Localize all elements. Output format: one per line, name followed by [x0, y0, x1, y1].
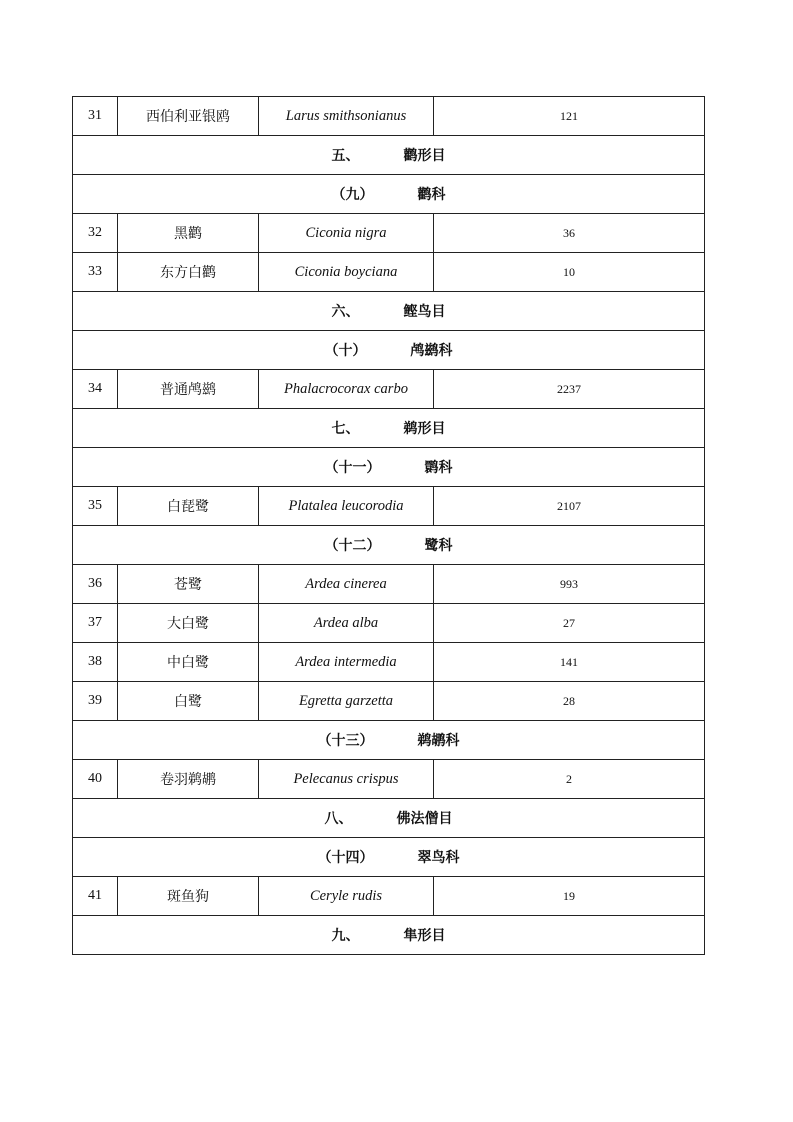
taxon-group-cell — [73, 916, 705, 955]
taxon-group-index: （十四） — [317, 850, 374, 866]
taxon-group-row — [73, 175, 705, 214]
species-number: 38 — [73, 643, 118, 682]
taxon-group-index: （十二） — [324, 538, 381, 554]
species-chinese-name: 西伯利亚银鸥 — [118, 97, 259, 136]
species-number: 36 — [73, 565, 118, 604]
taxon-group-row — [73, 799, 705, 838]
taxon-group-index: （十三） — [317, 733, 374, 749]
taxon-group-cell — [73, 526, 705, 565]
species-count: 121 — [434, 97, 705, 136]
taxon-group-row — [73, 526, 705, 565]
species-number: 34 — [73, 370, 118, 409]
taxon-group-row — [73, 136, 705, 175]
taxon-group-cell — [73, 292, 705, 331]
taxon-group-name: 翠鸟科 — [417, 850, 460, 866]
species-scientific-name: Ardea cinerea — [259, 565, 434, 604]
taxon-group-row — [73, 448, 705, 487]
species-count: 141 — [434, 643, 705, 682]
species-count: 10 — [434, 253, 705, 292]
species-number: 37 — [73, 604, 118, 643]
species-row — [73, 370, 705, 409]
species-chinese-name: 中白鹭 — [118, 643, 259, 682]
species-number: 40 — [73, 760, 118, 799]
species-row — [73, 565, 705, 604]
species-row — [73, 253, 705, 292]
taxon-group-name: 鹮科 — [424, 460, 453, 476]
species-count: 2237 — [434, 370, 705, 409]
species-number: 35 — [73, 487, 118, 526]
taxon-group-cell — [73, 331, 705, 370]
species-row — [73, 643, 705, 682]
species-scientific-name: Platalea leucorodia — [259, 487, 434, 526]
taxon-group-name: 鸬鹚科 — [410, 343, 453, 359]
taxon-group-row — [73, 292, 705, 331]
taxon-group-index: （九） — [331, 187, 374, 203]
taxon-group-row — [73, 331, 705, 370]
taxon-group-cell — [73, 838, 705, 877]
species-scientific-name: Pelecanus crispus — [259, 760, 434, 799]
species-count: 2 — [434, 760, 705, 799]
species-count: 19 — [434, 877, 705, 916]
species-scientific-name: Ardea intermedia — [259, 643, 434, 682]
species-chinese-name: 大白鹭 — [118, 604, 259, 643]
species-chinese-name: 黑鹳 — [118, 214, 259, 253]
taxon-group-index: 七、 — [331, 421, 360, 437]
taxon-group-cell — [73, 799, 705, 838]
species-table — [72, 96, 705, 955]
taxon-group-index: 五、 — [331, 148, 360, 164]
species-chinese-name: 苍鹭 — [118, 565, 259, 604]
taxon-group-index: （十一） — [324, 460, 381, 476]
species-chinese-name: 白琵鹭 — [118, 487, 259, 526]
species-scientific-name: Ciconia nigra — [259, 214, 434, 253]
taxon-group-index: 八、 — [324, 811, 353, 827]
taxon-group-cell — [73, 448, 705, 487]
taxon-group-name: 隼形目 — [403, 928, 446, 944]
taxon-group-name: 鹳形目 — [403, 148, 446, 164]
species-chinese-name: 白鹭 — [118, 682, 259, 721]
species-row — [73, 682, 705, 721]
species-row — [73, 487, 705, 526]
species-row — [73, 877, 705, 916]
taxon-group-name: 佛法僧目 — [396, 811, 453, 827]
species-row — [73, 760, 705, 799]
species-chinese-name: 卷羽鹈鹕 — [118, 760, 259, 799]
species-scientific-name: Phalacrocorax carbo — [259, 370, 434, 409]
species-scientific-name: Ardea alba — [259, 604, 434, 643]
species-count: 2107 — [434, 487, 705, 526]
taxon-group-cell — [73, 409, 705, 448]
taxon-group-index: 九、 — [331, 928, 360, 944]
species-count: 36 — [434, 214, 705, 253]
species-number: 31 — [73, 97, 118, 136]
species-chinese-name: 东方白鹳 — [118, 253, 259, 292]
taxon-group-name: 鹈鹕科 — [417, 733, 460, 749]
species-row — [73, 97, 705, 136]
taxon-group-index: 六、 — [331, 304, 360, 320]
species-scientific-name: Egretta garzetta — [259, 682, 434, 721]
species-table-body — [73, 97, 705, 955]
species-scientific-name: Ceryle rudis — [259, 877, 434, 916]
species-count: 993 — [434, 565, 705, 604]
species-count: 28 — [434, 682, 705, 721]
taxon-group-name: 鹈形目 — [403, 421, 446, 437]
species-scientific-name: Ciconia boyciana — [259, 253, 434, 292]
taxon-group-cell — [73, 175, 705, 214]
taxon-group-row — [73, 916, 705, 955]
species-number: 32 — [73, 214, 118, 253]
species-count: 27 — [434, 604, 705, 643]
taxon-group-name: 鲣鸟目 — [403, 304, 446, 320]
taxon-group-cell — [73, 721, 705, 760]
taxon-group-index: （十） — [324, 343, 367, 359]
taxon-group-name: 鹭科 — [424, 538, 453, 554]
species-number: 33 — [73, 253, 118, 292]
taxon-group-name: 鹳科 — [417, 187, 446, 203]
taxon-group-row — [73, 838, 705, 877]
species-row — [73, 214, 705, 253]
taxon-group-row — [73, 721, 705, 760]
species-number: 41 — [73, 877, 118, 916]
species-scientific-name: Larus smithsonianus — [259, 97, 434, 136]
taxon-group-cell — [73, 136, 705, 175]
species-row — [73, 604, 705, 643]
taxon-group-row — [73, 409, 705, 448]
species-number: 39 — [73, 682, 118, 721]
species-chinese-name: 斑鱼狗 — [118, 877, 259, 916]
species-chinese-name: 普通鸬鹚 — [118, 370, 259, 409]
